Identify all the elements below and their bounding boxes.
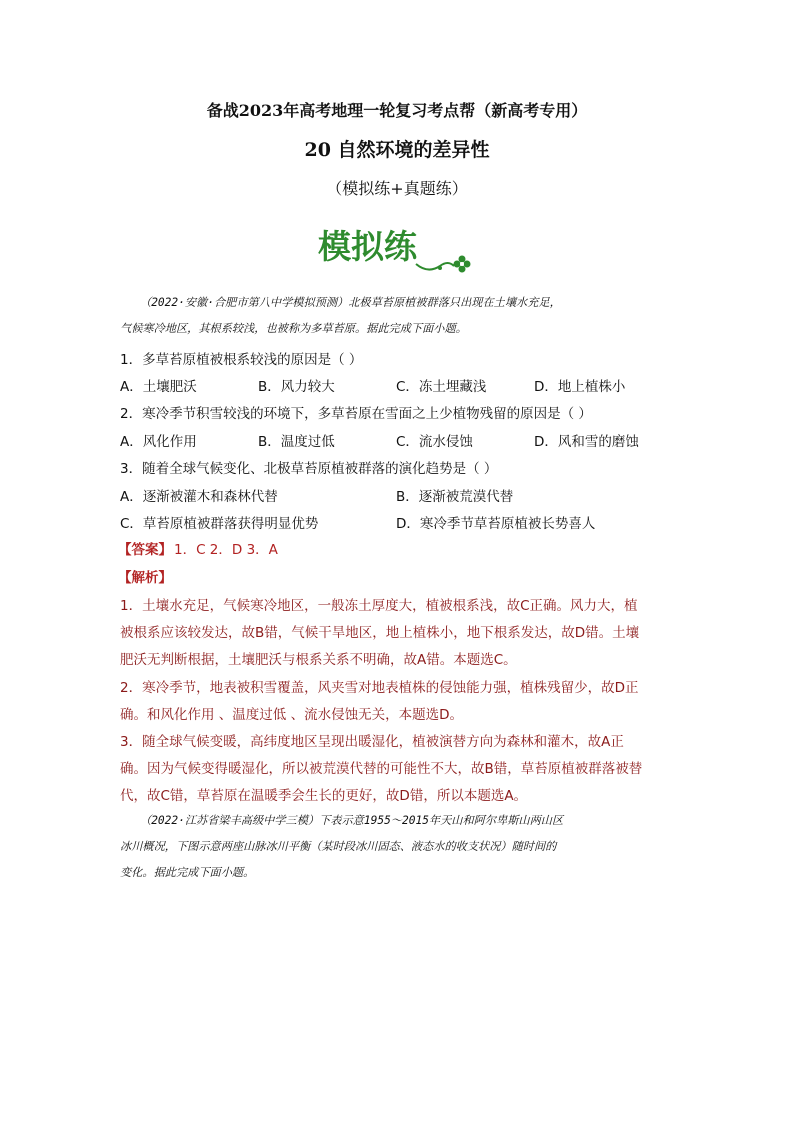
q2-option-c: C．流水侵蚀 <box>396 434 473 450</box>
document-title: 备战2023年高考地理一轮复习考点帮（新高考专用） <box>206 101 588 120</box>
intro-line: 气候寒冷地区，其根系较浅，也被称为多草苔原。据此完成下面小题。 <box>120 322 467 335</box>
analysis-line: 确。因为气候变得暖湿化，所以被荒漠代替的可能性不大，故B错，草苔原植被群落被替 <box>120 761 643 777</box>
analysis-line: 被根系应该较发达，故B错，气候干旱地区，地上植株小，地下根系发达，故D错。土壤 <box>120 625 640 641</box>
analysis-line: 1．土壤水充足，气候寒冷地区，一般冻土厚度大，植被根系浅，故C正确。风力大，植 <box>120 598 638 614</box>
q2-option-b: B．温度过低 <box>258 434 335 450</box>
analysis-line: 2．寒冷季节，地表被积雪覆盖，风夹雪对地表植株的侵蚀能力强，植株残留少，故D正 <box>120 680 639 696</box>
answer-label: 【答案】 <box>118 542 172 558</box>
q3-option-d: D．寒冷季节草苔原植被长势喜人 <box>396 516 596 532</box>
intro-line: （2022·安徽·合肥市第八中学模拟预测）北极草苔原植被群落只出现在土壤水充足， <box>140 296 561 309</box>
logo-text: 模拟练 <box>318 227 417 266</box>
q1-option-b: B．风力较大 <box>258 379 335 395</box>
document-subtitle: （模拟练+真题练） <box>326 179 468 198</box>
question-1-stem: 1．多草苔原植被根系较浅的原因是（ ） <box>120 352 363 368</box>
intro-line: 冰川概况，下图示意两座山脉冰川平衡（某时段冰川固态、液态水的收支状况）随时间的 <box>120 840 557 853</box>
analysis-line: 代，故C错，草苔原在温暖季会生长的更好，故D错，所以本题选A。 <box>120 788 528 804</box>
question-3-stem: 3．随着全球气候变化、北极草苔原植被群落的演化趋势是（ ） <box>120 461 498 477</box>
answer-value: 1．C 2．D 3．A <box>174 542 278 558</box>
intro-line: （2022·江苏省梁丰高级中学三模）下表示意1955～2015年天山和阿尔卑斯山两山区 <box>140 814 564 827</box>
q3-option-a: A．逐渐被灌木和森林代替 <box>120 489 278 505</box>
analysis-line: 3．随全球气候变暖，高纬度地区呈现出暖湿化，植被演替方向为森林和灌木，故A正 <box>120 734 624 750</box>
q1-option-a: A．土壤肥沃 <box>120 379 197 395</box>
practice-logo <box>316 222 478 274</box>
q2-option-a: A．风化作用 <box>120 434 197 450</box>
question-2-stem: 2．寒冷季节积雪较浅的环境下，多草苔原在雪面之上少植物残留的原因是（ ） <box>120 406 592 422</box>
q3-option-b: B．逐渐被荒漠代替 <box>396 489 514 505</box>
clover-icon <box>454 256 471 273</box>
analysis-label: 【解析】 <box>118 570 172 586</box>
analysis-line: 肥沃无判断根据，土壤肥沃与根系关系不明确，故A错。本题选C。 <box>120 652 517 668</box>
q1-option-c: C．冻土埋藏浅 <box>396 379 487 395</box>
intro-line: 变化。据此完成下面小题。 <box>120 866 255 879</box>
q1-option-d: D．地上植株小 <box>534 379 626 395</box>
q3-option-c: C．草苔原植被群落获得明显优势 <box>120 516 319 532</box>
chapter-title: 20 自然环境的差异性 <box>304 139 490 161</box>
analysis-line: 确。和风化作用 、温度过低 、流水侵蚀无关，本题选D。 <box>120 707 463 723</box>
q2-option-d: D．风和雪的磨蚀 <box>534 434 639 450</box>
